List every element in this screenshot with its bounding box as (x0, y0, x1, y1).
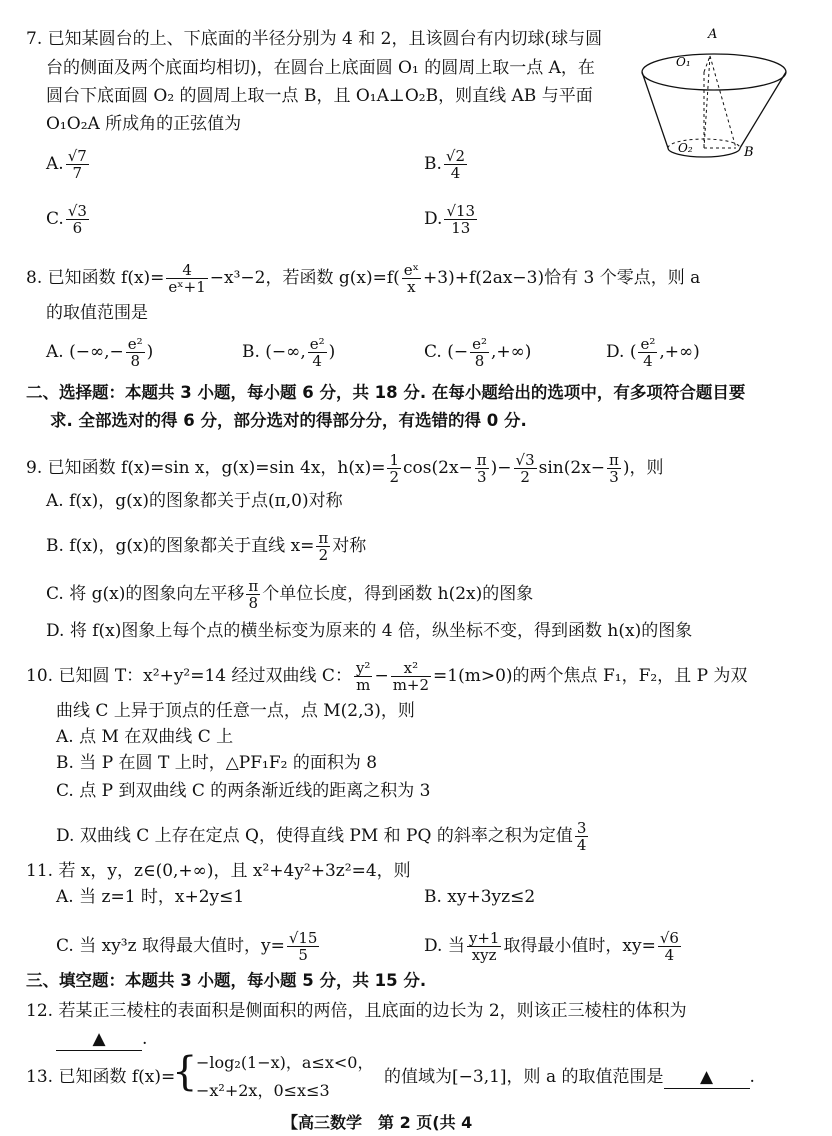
frustum-figure (630, 26, 790, 162)
fraction: $\frac{\pi}{3}$ (476, 451, 487, 486)
answer-blank[interactable]: ▲ (56, 1028, 142, 1051)
fraction: $\frac{√7}{7}$ (67, 147, 87, 182)
fraction: $\frac{\text{eˣ}}{x}$ (403, 261, 420, 296)
section-2-heading-line-2: 求. 全部选对的得 6 分，部分选对的得部分分，有选错的得 0 分. (50, 411, 527, 430)
q8-option-b: B. (−∞, $\frac{\text{e²}}{4}$ ) (242, 335, 336, 370)
q9-option-d: D. 将 f(x)图象上每个点的横坐标变为原来的 4 倍，纵坐标不变，得到函数 h(x)的图象 (46, 621, 693, 641)
q10-option-b: B. 当 P 在圆 T 上时，△PF₁F₂ 的面积为 8 (56, 753, 378, 773)
q7-line-1: 7. 已知某圆台的上、下底面的半径分别为 4 和 2，且该圆台有内切球(球与圆 (26, 29, 603, 49)
q7-line-4: O₁O₂A 所成角的正弦值为 (46, 114, 242, 134)
q9-option-c: C. 将 g(x)的图象向左平移 $\frac{\pi}{8}$ 个单位长度，得到函数 h(2x)的图象 (46, 577, 534, 612)
q7-option-b: B. $\frac{√2}{4}$ (424, 147, 466, 182)
q8-option-d: D. ( $\frac{\text{e²}}{4}$ ,+∞) (606, 335, 700, 370)
fraction: $\frac{√2}{4}$ (445, 147, 466, 182)
q13-line-2: 的值域为[−3,1]，则 a 的取值范围是 ▲ . (384, 1067, 755, 1087)
q7-line-2: 台的侧面及两个底面均相切)，在圆台上底面圆 O₁ 的圆周上取一点 A，在 (46, 58, 595, 78)
figure-label-o2: O₂ (678, 141, 693, 155)
fraction: $\frac{√13}{13}$ (446, 202, 476, 237)
q12-answer-line: ▲ . (56, 1028, 147, 1051)
q9-option-a: A. f(x)，g(x)的图象都关于点(π,0)对称 (46, 491, 343, 511)
fraction: $\frac{√3}{6}$ (67, 202, 87, 237)
fraction: $\frac{√3}{2}$ (515, 451, 535, 486)
q7-option-d: D. $\frac{√13}{13}$ (424, 202, 476, 237)
q8-option-c: C. (− $\frac{\text{e²}}{8}$ ,+∞) (424, 335, 532, 370)
piecewise-brace: { (172, 1049, 198, 1095)
fraction: $\frac{4}{\text{eˣ+1}}$ (168, 261, 206, 296)
fraction: $\frac{1}{2}$ (389, 451, 400, 486)
section-2-heading-line-1: 二、选择题：本题共 3 小题，每小题 6 分，共 18 分. 在每小题给出的选项中，有多项符合题目要 (26, 383, 746, 402)
q7-option-a: A. $\frac{√7}{7}$ (46, 147, 87, 182)
q12-line-1: 12. 若某正三棱柱的表面积是侧面积的两倍，且底面的边长为 2，则该正三棱柱的体积为 (26, 1001, 687, 1021)
piecewise-case-2: −x²+2x，0≤x≤3 (196, 1081, 330, 1100)
q8-option-a: A. (−∞,− $\frac{\text{e²}}{8}$ ) (46, 335, 154, 370)
q10-option-c: C. 点 P 到双曲线 C 的两条渐近线的距离之积为 3 (56, 781, 431, 801)
q7-line-3: 圆台下底面圆 O₂ 的圆周上取一点 B，且 O₁A⊥O₂B，则直线 AB 与平面 (46, 86, 593, 106)
fraction: $\frac{\text{e²}}{4}$ (309, 335, 325, 370)
q9-line-1: 9. 已知函数 f(x)=sin x，g(x)=sin 4x，h(x)= $\frac{1}{2}$ cos(2x− $\frac{\pi}{3}$ )− $\frac{√3}{2}$ sin(2x− $\frac{\pi}{3}$ )，则 (26, 451, 664, 486)
fraction: $\frac{\text{e²}}{4}$ (640, 335, 656, 370)
q9-option-b: B. f(x)，g(x)的图象都关于直线 x= $\frac{\pi}{2}$ 对称 (46, 529, 367, 564)
fraction: $\frac{3}{4}$ (576, 819, 587, 854)
q10-option-a: A. 点 M 在双曲线 C 上 (56, 727, 234, 747)
q8-line-2: 的取值范围是 (46, 303, 148, 323)
q11-option-d: D. 当 $\frac{y+1}{\text{xyz}}$ 取得最小值时，xy= $\frac{√6}{4}$ (424, 929, 679, 964)
fraction: $\frac{√6}{4}$ (659, 929, 679, 964)
q11-option-c: C. 当 xy³z 取得最大值时，y= $\frac{√15}{5}$ (56, 929, 318, 964)
q10-option-d: D. 双曲线 C 上存在定点 Q，使得直线 PM 和 PQ 的斜率之积为定值 $\frac{3}{4}$ (56, 819, 587, 854)
fraction: $\frac{√15}{5}$ (288, 929, 318, 964)
piecewise-case-1: −log₂(1−x)，a≤x<0， (196, 1053, 374, 1072)
fraction: $\frac{\text{x²}}{m+2}$ (392, 659, 430, 694)
fraction: $\frac{\text{y²}}{m}$ (355, 659, 371, 694)
fraction: $\frac{\text{e²}}{8}$ (127, 335, 143, 370)
section-3-heading: 三、填空题：本题共 3 小题，每小题 5 分，共 15 分. (26, 971, 427, 990)
q11-option-b: B. xy+3yz≤2 (424, 887, 536, 907)
q11-line-1: 11. 若 x，y，z∈(0,+∞)，且 x²+4y²+3z²=4，则 (26, 861, 411, 881)
q8-line-1: 8. 已知函数 f(x)= $\frac{4}{\text{eˣ+1}}$ −x³−2，若函数 g(x)=f( $\frac{\text{eˣ}}{x}$ +3)+f(2ax−3)恰有 3 个零点，则 a (26, 261, 701, 296)
figure-label-b: B (744, 145, 754, 160)
fraction: $\frac{\pi}{2}$ (318, 529, 329, 564)
q10-line-1: 10. 已知圆 T：x²+y²=14 经过双曲线 C： $\frac{\text{y²}}{m}$ − $\frac{\text{x²}}{m+2}$ =1(m>0)的两个焦点 F₁，F₂，且 P 为双 (26, 659, 748, 694)
figure-label-o1: O₁ (676, 55, 691, 69)
q13-line-1: 13. 已知函数 f(x)= (26, 1067, 176, 1087)
page-footer: 【高三数学 第 2 页(共 4 (282, 1113, 473, 1132)
fraction: $\frac{\pi}{8}$ (248, 577, 259, 612)
fraction: $\frac{y+1}{\text{xyz}}$ (468, 929, 500, 964)
q11-option-a: A. 当 z=1 时，x+2y≤1 (56, 887, 245, 907)
fraction: $\frac{\text{e²}}{8}$ (472, 335, 487, 370)
answer-blank[interactable]: ▲ (664, 1066, 750, 1089)
q10-line-2: 曲线 C 上异于顶点的任意一点，点 M(2,3)，则 (56, 701, 415, 721)
q7-option-c: C. $\frac{√3}{6}$ (46, 202, 87, 237)
fraction: $\frac{\pi}{3}$ (609, 451, 619, 486)
figure-label-a: A (708, 27, 718, 42)
